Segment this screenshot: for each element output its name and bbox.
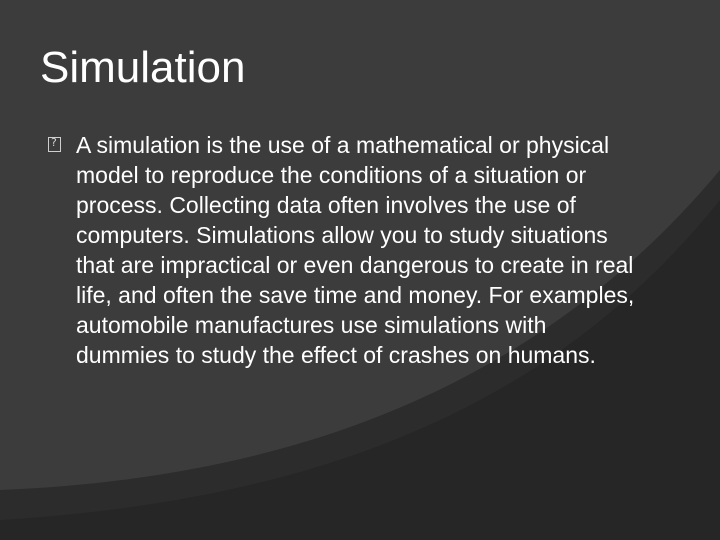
bullet-text: A simulation is the use of a mathematical or physical model to reproduce the conditions of a situation or process. Collecting data often involves the use of computers. Simulations allow you to study situations that are impractical or even dangerous to create in real life, and often the save time and money. For examples, automobile manufactures use simulations with dummies to study the effect of crashes on humans. (76, 132, 635, 368)
slide-title: Simulation (40, 43, 246, 92)
missing-glyph-icon (48, 137, 61, 152)
